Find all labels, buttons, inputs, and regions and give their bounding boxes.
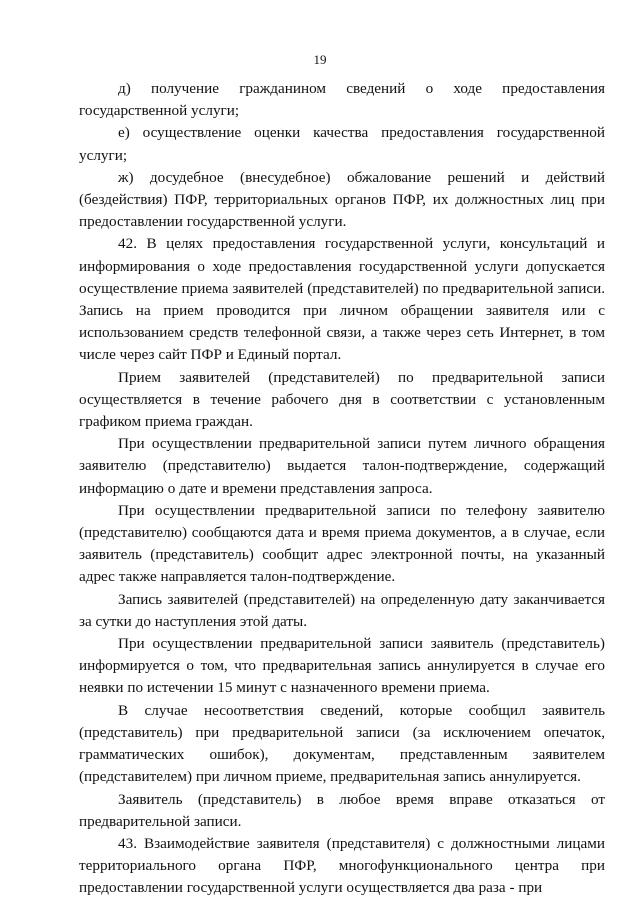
paragraph-clause-42: 42. В целях предоставления государственной услуги, консультаций и информирования о ходе предоставления государственной услуги допускается осуществление приема заявителей (представителей) по предварительной записи. Запись на прием проводится при личном обращении заявителя или с использованием средств телефонной связи, а также через сеть Интернет, в том числе через сайт ПФР и Единый портал. (79, 235, 605, 364)
page-number: 19 (313, 52, 327, 67)
paragraph-reception-schedule: Прием заявителей (представителей) по предварительной записи осуществляется в течение рабочего дня в соответствии с установленным графиком приема граждан. (79, 368, 605, 431)
paragraph-item-e: е) осуществление оценки качества предоставления государственной услуги; (79, 124, 605, 164)
paragraph-phone-booking: При осуществлении предварительной записи по телефону заявителю (представителю) сообщаются дата и время приема документов, а в случае, если заявитель (представитель) сообщит адрес электронной почты, на указанный адрес также направляется талон-подтверждение. (79, 501, 605, 586)
paragraph-booking-deadline: Запись заявителей (представителей) на определенную дату заканчивается за сутки до наступления этой даты. (79, 590, 605, 630)
paragraph-mismatch: В случае несоответствия сведений, которые сообщил заявитель (представитель) при предварительной записи (за исключением опечаток, грамматических ошибок), документам, представленным заявителем (представителем) при личном приеме, предварительная запись аннулируется. (79, 701, 605, 786)
paragraph-personal-appeal: При осуществлении предварительной записи путем личного обращения заявителю (представителю) выдается талон-подтверждение, содержащий информацию о дате и времени представления запроса. (79, 435, 605, 497)
paragraph-item-zh: ж) досудебное (внесудебное) обжалование решений и действий (бездействия) ПФР, территориальных органов ПФР, их должностных лиц при предоставлении государственной услуги. (79, 168, 605, 231)
document-body (79, 78, 605, 900)
paragraph-item-d: д) получение гражданином сведений о ходе предоставления государственной услуги; (79, 80, 605, 120)
paragraph-no-show: При осуществлении предварительной записи заявитель (представитель) информируется о том, что предварительная запись аннулируется в случае его неявки по истечении 15 минут с назначенного времени приема. (79, 635, 605, 697)
paragraph-cancel-right: Заявитель (представитель) в любое время вправе отказаться от предварительной записи. (79, 790, 605, 830)
paragraph-clause-43: 43. Взаимодействие заявителя (представителя) с должностными лицами территориального органа ПФР, многофункционального центра при предоставлении государственной услуги осуществляется два раза - при (79, 834, 605, 897)
